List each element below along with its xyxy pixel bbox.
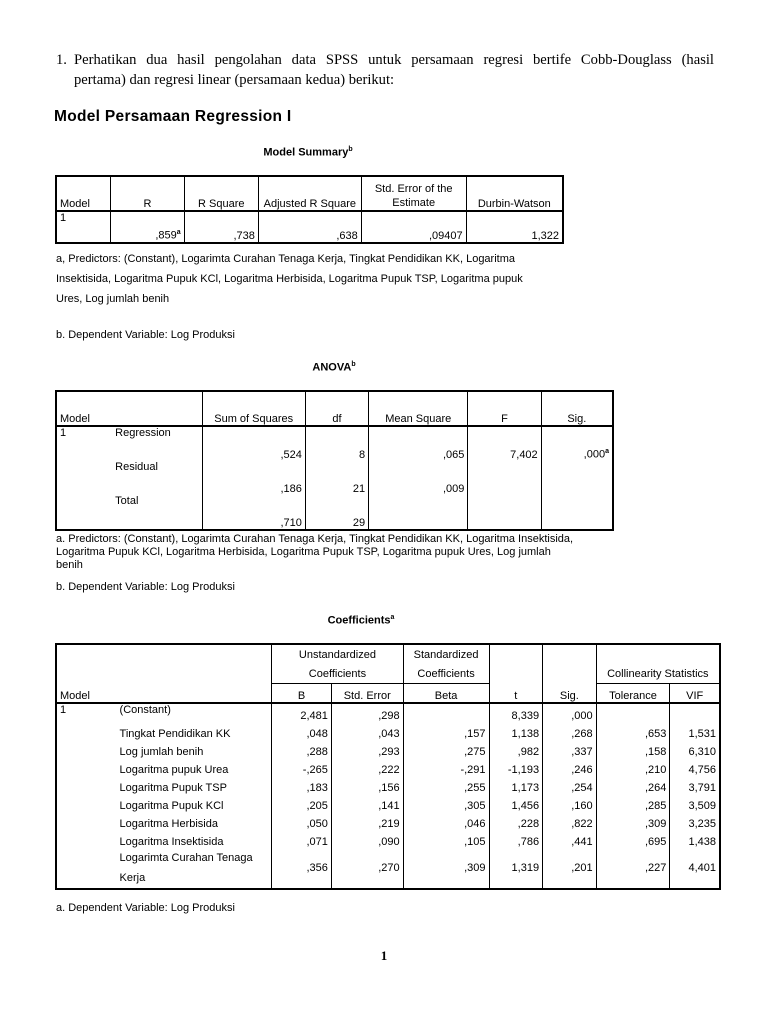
- cell: ,695: [596, 830, 670, 848]
- cell: ,822: [543, 812, 597, 830]
- cell: ,285: [596, 794, 670, 812]
- cell: ,09407: [361, 211, 466, 243]
- table-row: [56, 211, 563, 243]
- cell: ,071: [272, 830, 332, 848]
- cell: [596, 703, 670, 722]
- cell: 1: [60, 212, 67, 224]
- row-label: Residual: [115, 461, 158, 473]
- table-row: [56, 758, 720, 776]
- cell: ,638: [258, 211, 361, 243]
- cell: [369, 495, 468, 530]
- col-header: Durbin-Watson: [466, 176, 563, 211]
- col-header: Model: [56, 684, 108, 704]
- table-row: [56, 703, 720, 722]
- cell: 1,438: [670, 830, 720, 848]
- cell: ,205: [272, 794, 332, 812]
- list-number: 1.: [56, 52, 67, 68]
- table-row: [56, 426, 613, 461]
- col-header: df: [305, 391, 368, 426]
- cell: ,293: [331, 740, 403, 758]
- page-number: 1: [380, 948, 388, 963]
- col-header: Model: [56, 391, 103, 426]
- cell: ,288: [272, 740, 332, 758]
- cell: ,141: [331, 794, 403, 812]
- group-header-std: Standardized: [403, 644, 489, 665]
- cell: ,653: [596, 722, 670, 740]
- cell: -,265: [272, 758, 332, 776]
- cell: [541, 461, 613, 495]
- cell: [403, 703, 489, 722]
- cell: ,254: [543, 776, 597, 794]
- row-label: Log jumlah benih: [119, 746, 204, 758]
- cell: 1,138: [489, 722, 543, 740]
- col-header: Tolerance: [596, 684, 670, 704]
- row-label: Regression: [115, 427, 171, 439]
- cell: ,105: [403, 830, 489, 848]
- cell: ,337: [543, 740, 597, 758]
- group-header-collinearity: Collinearity Statistics: [596, 665, 720, 684]
- cell: ,227: [596, 848, 670, 889]
- row-label: (Constant): [119, 704, 171, 716]
- cell: -1,193: [489, 758, 543, 776]
- cell: ,309: [596, 812, 670, 830]
- cell: ,000$^a$: [541, 426, 613, 461]
- cell: ,356: [272, 848, 332, 889]
- cell: 2,481: [272, 703, 332, 722]
- cell: ,228: [489, 812, 543, 830]
- cell: 1,531: [670, 722, 720, 740]
- cell: ,982: [489, 740, 543, 758]
- col-header: Std. Error of the Estimate: [361, 176, 466, 211]
- cell: ,210: [596, 758, 670, 776]
- cell: ,270: [331, 848, 403, 889]
- cell: ,160: [543, 794, 597, 812]
- cell: 3,509: [670, 794, 720, 812]
- model-summary-table: [55, 175, 564, 244]
- cell: ,222: [331, 758, 403, 776]
- cell: 8: [305, 426, 368, 461]
- col-header: Sig.: [541, 391, 613, 426]
- header-spacer: [103, 391, 202, 426]
- cell: 1: [60, 427, 67, 439]
- cell: ,219: [331, 812, 403, 830]
- cell: 6,310: [670, 740, 720, 758]
- table-row: [56, 722, 720, 740]
- table-row: [56, 830, 720, 848]
- cell: ,441: [543, 830, 597, 848]
- cell: 4,401: [670, 848, 720, 889]
- cell: ,043: [331, 722, 403, 740]
- group-header-std-2: Coefficients: [403, 665, 489, 684]
- cell: 1,456: [489, 794, 543, 812]
- cell: 21: [305, 461, 368, 495]
- col-header: Adjusted R Square: [258, 176, 361, 211]
- cell: [468, 461, 541, 495]
- cell: 1,173: [489, 776, 543, 794]
- col-header: t: [489, 684, 543, 704]
- cell: [670, 703, 720, 722]
- anova-title: ANOVA$^b$: [312, 361, 356, 374]
- cell: ,090: [331, 830, 403, 848]
- cell: ,048: [272, 722, 332, 740]
- anova-note-b: b. Dependent Variable: Log Produksi: [56, 581, 235, 593]
- cell: ,859$^a$: [111, 211, 184, 243]
- intro-line-1: Perhatikan dua hasil pengolahan data SPSS untuk persamaan regresi bertife Cobb-Douglass (hasil: [74, 52, 714, 68]
- cell: 1,322: [466, 211, 563, 243]
- cell: ,183: [272, 776, 332, 794]
- cell: ,710: [202, 495, 305, 530]
- cell: ,524: [202, 426, 305, 461]
- anova-table: [55, 390, 614, 531]
- cell: ,309: [403, 848, 489, 889]
- row-label: Logaritma Pupuk KCl: [119, 800, 224, 812]
- row-label: Logaritma Pupuk TSP: [119, 782, 227, 794]
- table-row: [56, 461, 613, 495]
- group-header-unstd-2: Coefficients: [272, 665, 403, 684]
- model-summary-note-b: b. Dependent Variable: Log Produksi: [56, 329, 235, 341]
- cell: ,738: [184, 211, 258, 243]
- group-header-unstd: Unstandardized: [272, 644, 403, 665]
- cell: 7,402: [468, 426, 541, 461]
- cell: ,156: [331, 776, 403, 794]
- cell: ,157: [403, 722, 489, 740]
- cell: 1: [60, 704, 67, 716]
- row-label: Logaritma Insektisida: [119, 836, 224, 848]
- col-header: F: [468, 391, 541, 426]
- cell: ,786: [489, 830, 543, 848]
- table-row: [56, 776, 720, 794]
- cell: ,065: [369, 426, 468, 461]
- col-header: Sig.: [543, 684, 597, 704]
- header-spacer: [596, 644, 720, 665]
- col-header: R: [111, 176, 184, 211]
- cell: 3,235: [670, 812, 720, 830]
- section-heading: Model Persamaan Regression I: [54, 108, 292, 125]
- cell: ,009: [369, 461, 468, 495]
- cell: 3,791: [670, 776, 720, 794]
- header-spacer: [108, 644, 272, 665]
- header-spacer: [489, 644, 543, 665]
- table-row: [56, 812, 720, 830]
- col-header: Sum of Squares: [202, 391, 305, 426]
- anova-note-a: a. Predictors: (Constant), Logarimta Curahan Tenaga Kerja, Tingkat Pendidikan KK, Logaritma Insektisida, Logaritma Pupuk KCl, Logaritma Herbisida, Logaritma Pupuk TSP, Logaritma pupuk Ures, Log jumlah benih: [56, 533, 574, 571]
- intro-line-2: pertama) dan regresi linear (persamaan kedua) berikut:: [74, 72, 395, 88]
- cell: [541, 495, 613, 530]
- row-label: Logaritma pupuk Urea: [119, 764, 229, 776]
- header-spacer: [56, 644, 108, 665]
- coefficients-note-a: a. Dependent Variable: Log Produksi: [56, 902, 235, 914]
- cell: 8,339: [489, 703, 543, 722]
- col-header: Mean Square: [369, 391, 468, 426]
- cell: 29: [305, 495, 368, 530]
- cell: ,201: [543, 848, 597, 889]
- model-summary-title: Model Summary$^b$: [263, 146, 353, 159]
- cell: ,268: [543, 722, 597, 740]
- table-row: [56, 848, 720, 889]
- cell: -,291: [403, 758, 489, 776]
- col-header: R Square: [184, 176, 258, 211]
- col-header: B: [272, 684, 332, 704]
- cell: ,255: [403, 776, 489, 794]
- coefficients-table: [55, 643, 721, 890]
- coefficients-title: Coefficients$^a$: [327, 614, 395, 627]
- model-summary-note-a: a, Predictors: (Constant), Logarimta Curahan Tenaga Kerja, Tingkat Pendidikan KK, Logaritma Insektisida, Logaritma Pupuk KCl, Logaritma Herbisida, Logaritma Pupuk TSP, Logaritma pupuk Ures, Log jumlah benih: [56, 253, 523, 305]
- cell: ,186: [202, 461, 305, 495]
- col-header: Std. Error: [331, 684, 403, 704]
- cell: ,275: [403, 740, 489, 758]
- col-header: VIF: [670, 684, 720, 704]
- col-header: Beta: [403, 684, 489, 704]
- header-spacer: [543, 644, 597, 665]
- cell: ,046: [403, 812, 489, 830]
- cell: ,000: [543, 703, 597, 722]
- row-label: Logarimta Curahan Tenaga Kerja: [119, 852, 253, 884]
- row-label: Logaritma Herbisida: [119, 818, 218, 830]
- cell: ,050: [272, 812, 332, 830]
- cell: ,246: [543, 758, 597, 776]
- cell: ,158: [596, 740, 670, 758]
- row-label: Tingkat Pendidikan KK: [119, 728, 231, 740]
- row-label: Total: [115, 495, 139, 507]
- cell: ,305: [403, 794, 489, 812]
- table-row: [56, 740, 720, 758]
- table-row: [56, 495, 613, 530]
- cell: ,298: [331, 703, 403, 722]
- cell: 4,756: [670, 758, 720, 776]
- table-row: [56, 794, 720, 812]
- cell: [468, 495, 541, 530]
- col-header: Model: [56, 176, 111, 211]
- cell: ,264: [596, 776, 670, 794]
- cell: 1,319: [489, 848, 543, 889]
